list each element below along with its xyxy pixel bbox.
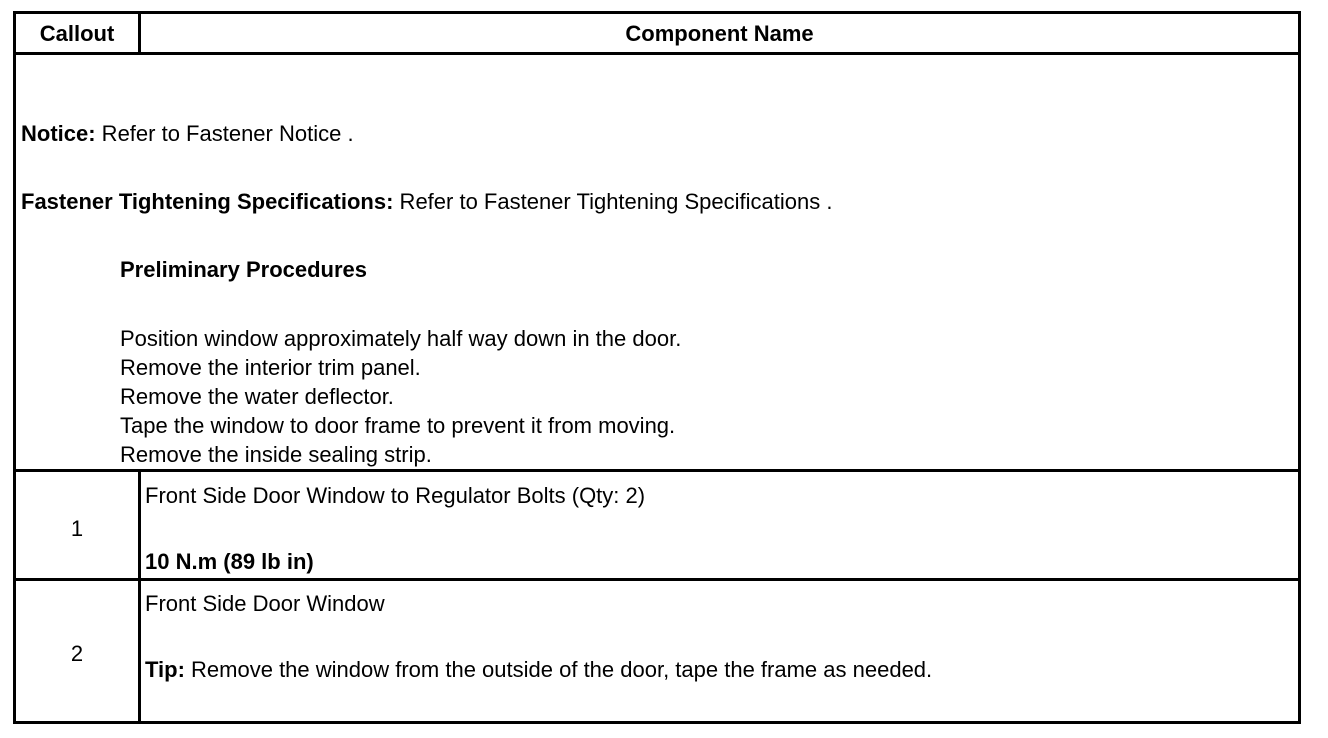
row-2-tip-line [145,657,932,683]
list-item: Tape the window to door frame to prevent it from moving. [120,413,676,438]
row-2-component-name: Front Side Door Window [145,591,385,616]
tip-label: Tip: [145,657,185,682]
intro-divider [16,469,1298,472]
row-1-callout: 1 [70,516,84,541]
notice-label: Notice: [21,121,96,146]
row-divider [16,578,1298,581]
row-1-component-name: Front Side Door Window to Regulator Bolts (Qty: 2) [145,483,646,508]
notice-line [21,121,354,147]
row-2-callout: 2 [70,641,84,666]
header-divider [16,52,1298,55]
row-1-torque-spec: 10 N.m (89 lb in) [145,549,314,574]
fastener-spec-text: Refer to Fastener Tightening Specifications . [393,189,833,214]
list-item: Remove the inside sealing strip. [120,442,432,467]
list-item: Position window approximately half way down in the door. [120,326,682,351]
header-callout: Callout [39,21,115,46]
preliminary-steps-list [120,324,681,469]
tip-text: Remove the window from the outside of the door, tape the frame as needed. [184,657,933,682]
fastener-spec-label: Fastener Tightening Specifications: [21,189,394,214]
notice-text: Refer to Fastener Notice . [95,121,354,146]
component-table [13,11,1301,724]
rows-column-divider [138,469,141,721]
header-component-name: Component Name [625,21,814,46]
list-item: Remove the interior trim panel. [120,355,421,380]
fastener-spec-line [21,189,832,215]
preliminary-procedures-title: Preliminary Procedures [120,257,368,282]
list-item: Remove the water deflector. [120,384,394,409]
